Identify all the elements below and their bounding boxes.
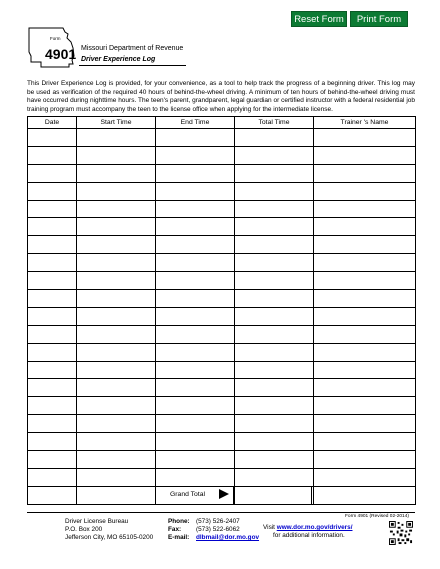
end-time-cell[interactable] bbox=[156, 361, 235, 379]
department-name: Missouri Department of Revenue bbox=[81, 45, 184, 52]
trainer-name-cell[interactable] bbox=[314, 486, 416, 504]
total-time-cell[interactable] bbox=[235, 129, 314, 147]
qr-code-icon bbox=[389, 521, 413, 545]
date-cell[interactable] bbox=[28, 468, 77, 486]
total-time-cell[interactable] bbox=[235, 290, 314, 308]
total-time-cell[interactable] bbox=[235, 272, 314, 290]
table-row bbox=[28, 343, 416, 361]
date-cell[interactable] bbox=[28, 451, 77, 469]
total-time-cell[interactable] bbox=[235, 433, 314, 451]
start-time-cell[interactable] bbox=[77, 307, 156, 325]
start-time-cell[interactable] bbox=[77, 325, 156, 343]
start-time-cell[interactable] bbox=[77, 397, 156, 415]
start-time-cell[interactable] bbox=[77, 415, 156, 433]
visit-suffix: for additional information. bbox=[273, 532, 345, 540]
end-time-cell[interactable] bbox=[156, 343, 235, 361]
trainer-name-cell[interactable] bbox=[314, 218, 416, 236]
end-time-cell[interactable] bbox=[156, 397, 235, 415]
end-time-cell[interactable] bbox=[156, 236, 235, 254]
total-time-cell[interactable] bbox=[235, 468, 314, 486]
column-header-total-time: Total Time bbox=[235, 117, 314, 129]
total-time-cell[interactable] bbox=[235, 200, 314, 218]
page-title: Driver Experience Log bbox=[81, 56, 156, 63]
reset-form-button[interactable]: Reset Form bbox=[291, 11, 347, 27]
date-cell[interactable] bbox=[28, 307, 77, 325]
trainer-name-cell[interactable] bbox=[314, 272, 416, 290]
date-cell[interactable] bbox=[28, 325, 77, 343]
table-row bbox=[28, 218, 416, 236]
end-time-cell[interactable] bbox=[156, 451, 235, 469]
email-label: E-mail: bbox=[168, 534, 190, 542]
start-time-cell[interactable] bbox=[77, 468, 156, 486]
end-time-cell[interactable] bbox=[156, 182, 235, 200]
table-row bbox=[28, 146, 416, 164]
start-time-cell[interactable] bbox=[77, 343, 156, 361]
date-cell[interactable] bbox=[28, 272, 77, 290]
grand-total-label: Grand Total bbox=[170, 491, 206, 498]
trainer-name-cell[interactable] bbox=[314, 182, 416, 200]
date-cell[interactable] bbox=[28, 379, 77, 397]
table-body bbox=[28, 129, 416, 505]
start-time-cell[interactable] bbox=[77, 129, 156, 147]
table-row bbox=[28, 379, 416, 397]
end-time-cell[interactable] bbox=[156, 164, 235, 182]
total-time-cell[interactable] bbox=[235, 254, 314, 272]
revision-note: Form 4901 (Revised 02-2014) bbox=[345, 514, 409, 519]
table-row bbox=[28, 236, 416, 254]
total-time-cell[interactable] bbox=[235, 164, 314, 182]
total-time-cell[interactable] bbox=[235, 325, 314, 343]
end-time-cell[interactable] bbox=[156, 254, 235, 272]
trainer-name-cell[interactable] bbox=[314, 200, 416, 218]
trainer-name-cell[interactable] bbox=[314, 397, 416, 415]
date-cell[interactable] bbox=[28, 415, 77, 433]
start-time-cell[interactable] bbox=[77, 182, 156, 200]
trainer-name-cell[interactable] bbox=[314, 236, 416, 254]
table-row bbox=[28, 325, 416, 343]
bureau-po-box: P.O. Box 200 bbox=[65, 526, 103, 534]
trainer-name-cell[interactable] bbox=[314, 290, 416, 308]
grand-total-field[interactable] bbox=[233, 486, 312, 505]
trainer-name-cell[interactable] bbox=[314, 451, 416, 469]
trainer-name-cell[interactable] bbox=[314, 254, 416, 272]
start-time-cell[interactable] bbox=[77, 451, 156, 469]
column-header-trainer-name: Trainer 's Name bbox=[314, 117, 416, 129]
table-row bbox=[28, 129, 416, 147]
end-time-cell[interactable] bbox=[156, 415, 235, 433]
total-time-cell[interactable] bbox=[235, 451, 314, 469]
start-time-cell[interactable] bbox=[77, 290, 156, 308]
email-link[interactable]: dlbmail@dor.mo.gov bbox=[196, 534, 260, 542]
trainer-name-cell[interactable] bbox=[314, 415, 416, 433]
start-time-cell[interactable] bbox=[77, 433, 156, 451]
date-cell[interactable] bbox=[28, 129, 77, 147]
table-row bbox=[28, 307, 416, 325]
date-cell[interactable] bbox=[28, 486, 77, 504]
end-time-cell[interactable] bbox=[156, 272, 235, 290]
date-cell[interactable] bbox=[28, 146, 77, 164]
date-cell[interactable] bbox=[28, 164, 77, 182]
visit-prefix: Visit bbox=[263, 524, 277, 531]
fax-label: Fax: bbox=[168, 526, 182, 534]
footer-divider bbox=[27, 512, 415, 513]
title-underline bbox=[79, 65, 186, 66]
trainer-name-cell[interactable] bbox=[314, 343, 416, 361]
total-time-cell[interactable] bbox=[235, 343, 314, 361]
total-time-cell[interactable] bbox=[235, 182, 314, 200]
table-row bbox=[28, 468, 416, 486]
end-time-cell[interactable] bbox=[156, 433, 235, 451]
total-time-cell[interactable] bbox=[235, 415, 314, 433]
visit-text bbox=[263, 524, 353, 540]
contact-labels bbox=[168, 518, 190, 543]
table-row bbox=[28, 451, 416, 469]
trainer-name-cell[interactable] bbox=[314, 379, 416, 397]
total-time-cell[interactable] bbox=[235, 379, 314, 397]
table-row bbox=[28, 433, 416, 451]
end-time-cell[interactable] bbox=[156, 468, 235, 486]
table-row bbox=[28, 182, 416, 200]
start-time-cell[interactable] bbox=[77, 379, 156, 397]
start-time-cell[interactable] bbox=[77, 200, 156, 218]
date-cell[interactable] bbox=[28, 236, 77, 254]
trainer-name-cell[interactable] bbox=[314, 129, 416, 147]
start-time-cell[interactable] bbox=[77, 272, 156, 290]
end-time-cell[interactable] bbox=[156, 218, 235, 236]
date-cell[interactable] bbox=[28, 433, 77, 451]
bureau-name: Driver License Bureau bbox=[65, 518, 129, 525]
total-time-cell[interactable] bbox=[235, 146, 314, 164]
driver-log-table bbox=[27, 116, 416, 505]
trainer-name-cell[interactable] bbox=[314, 361, 416, 379]
total-time-cell[interactable] bbox=[235, 218, 314, 236]
arrow-right-icon bbox=[219, 489, 229, 499]
date-cell[interactable] bbox=[28, 218, 77, 236]
bureau-city: Jefferson City, MO 65105-0200 bbox=[65, 534, 154, 542]
total-time-cell[interactable] bbox=[235, 397, 314, 415]
form-number: 4901 bbox=[45, 46, 77, 62]
table-row bbox=[28, 272, 416, 290]
column-header-date: Date bbox=[28, 117, 77, 129]
start-time-cell[interactable] bbox=[77, 218, 156, 236]
total-time-cell[interactable] bbox=[235, 361, 314, 379]
end-time-cell[interactable] bbox=[156, 200, 235, 218]
total-time-cell[interactable] bbox=[235, 307, 314, 325]
intro-paragraph: This Driver Experience Log is provided, for your convenience, as a tool to help track the progress of a beginning driver. This log may be used as verification of the required 40 hours of behind-the-wheel driving. A minimum of ten hours of behind-the-wheel driving must have occurred during nighttime hours. The teen's parent, grandparent, legal guardian or certified instructor with a federal residential job training program must accompany the teen to the license office when applying for the intermediate license. bbox=[27, 80, 415, 113]
trainer-name-cell[interactable] bbox=[314, 325, 416, 343]
trainer-name-cell[interactable] bbox=[314, 164, 416, 182]
table-row bbox=[28, 415, 416, 433]
table-row bbox=[28, 397, 416, 415]
bureau-address bbox=[65, 518, 153, 543]
table-row bbox=[28, 254, 416, 272]
table-row bbox=[28, 164, 416, 182]
start-time-cell[interactable] bbox=[77, 486, 156, 504]
table-row bbox=[28, 200, 416, 218]
phone-label: Phone: bbox=[168, 518, 190, 525]
table-row bbox=[28, 361, 416, 379]
date-cell[interactable] bbox=[28, 200, 77, 218]
website-link[interactable]: www.dor.mo.gov/drivers/ bbox=[276, 524, 353, 531]
total-time-cell[interactable] bbox=[235, 236, 314, 254]
trainer-name-cell[interactable] bbox=[314, 468, 416, 486]
date-cell[interactable] bbox=[28, 343, 77, 361]
start-time-cell[interactable] bbox=[77, 361, 156, 379]
date-cell[interactable] bbox=[28, 182, 77, 200]
trainer-name-cell[interactable] bbox=[314, 307, 416, 325]
trainer-name-cell[interactable] bbox=[314, 146, 416, 164]
start-time-cell[interactable] bbox=[77, 146, 156, 164]
print-form-button[interactable]: Print Form bbox=[350, 11, 408, 27]
trainer-name-cell[interactable] bbox=[314, 433, 416, 451]
end-time-cell[interactable] bbox=[156, 290, 235, 308]
date-cell[interactable] bbox=[28, 254, 77, 272]
start-time-cell[interactable] bbox=[77, 164, 156, 182]
date-cell[interactable] bbox=[28, 361, 77, 379]
column-header-end-time: End Time bbox=[156, 117, 235, 129]
contact-values bbox=[196, 518, 259, 543]
date-cell[interactable] bbox=[28, 290, 77, 308]
date-cell[interactable] bbox=[28, 397, 77, 415]
start-time-cell[interactable] bbox=[77, 236, 156, 254]
end-time-cell[interactable] bbox=[156, 129, 235, 147]
form-label: Form bbox=[50, 36, 61, 41]
column-header-start-time: Start Time bbox=[77, 117, 156, 129]
phone-number: (573) 526-2407 bbox=[196, 518, 240, 525]
start-time-cell[interactable] bbox=[77, 254, 156, 272]
end-time-cell[interactable] bbox=[156, 146, 235, 164]
end-time-cell[interactable] bbox=[156, 307, 235, 325]
table-row bbox=[28, 290, 416, 308]
fax-number: (573) 522-6062 bbox=[196, 526, 240, 534]
end-time-cell[interactable] bbox=[156, 379, 235, 397]
table-header-row bbox=[28, 117, 416, 129]
end-time-cell[interactable] bbox=[156, 325, 235, 343]
